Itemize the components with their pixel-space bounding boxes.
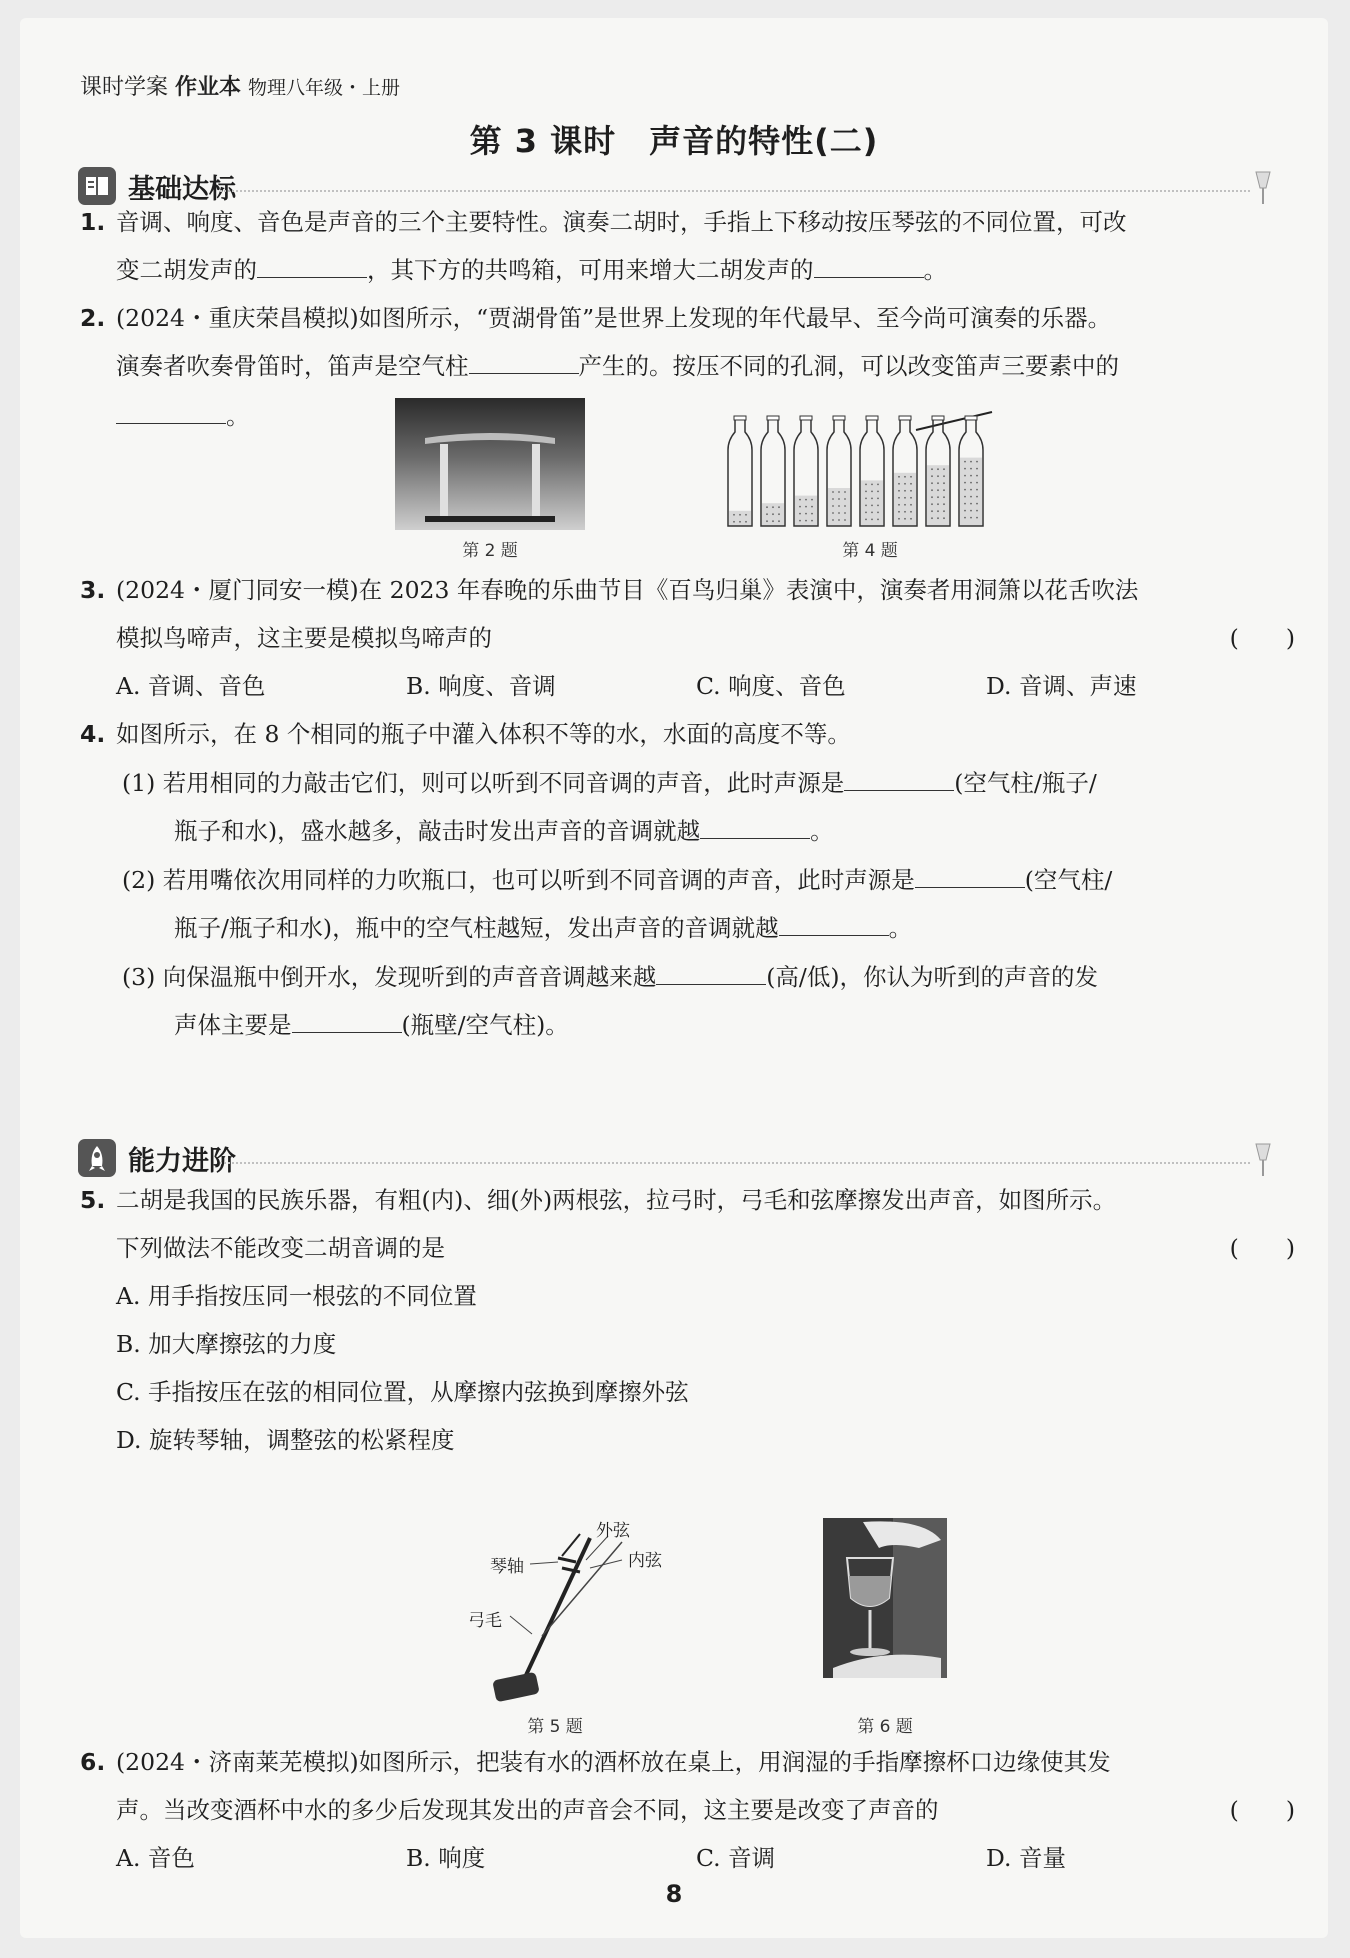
book-name: 作业本 <box>175 75 242 100</box>
option-c[interactable]: C. 响度、音色 <box>696 672 846 700</box>
answer-blank[interactable] <box>656 962 766 985</box>
question-text: 模拟鸟啼声，这主要是模拟鸟啼声的 <box>116 624 492 652</box>
question-5 <box>80 1176 1295 1464</box>
answer-blank[interactable] <box>915 865 1025 888</box>
section-divider <box>220 1162 1250 1164</box>
option-d[interactable]: D. 音量 <box>986 1844 1066 1872</box>
question-number: 6. <box>80 1748 106 1776</box>
answer-blank[interactable] <box>779 913 889 936</box>
question-number: 3. <box>80 576 106 604</box>
question-text: 声。当改变酒杯中水的多少后发现其发出的声音会不同，这主要是改变了声音的 <box>116 1796 939 1824</box>
question-number: 5. <box>80 1186 106 1214</box>
question-text: 。 <box>810 817 834 845</box>
label-tuning-peg: 琴轴 <box>490 1557 524 1577</box>
bottle <box>860 416 884 526</box>
workbook-page <box>20 18 1328 1938</box>
label-outer-string: 外弦 <box>596 1521 630 1541</box>
question-text: 变二胡发声的 <box>116 256 257 284</box>
wine-glass-photo <box>823 1518 947 1678</box>
answer-paren[interactable]: ( ) <box>1229 1234 1295 1262</box>
question-number: 4. <box>80 720 106 748</box>
lesson-title: 第 3 课时 声音的特性(二) <box>469 122 879 160</box>
question-text: (高/低)，你认为听到的声音的发 <box>766 962 1099 991</box>
option-b[interactable]: B. 加大摩擦弦的力度 <box>116 1330 337 1358</box>
question-text: (2024・重庆荣昌模拟)如图所示，“贾湖骨笛”是世界上发现的年代最早、至今尚可演奏的乐器。 <box>116 304 1112 332</box>
option-c[interactable]: C. 音调 <box>696 1844 776 1872</box>
answer-blank[interactable] <box>700 816 810 839</box>
question-text: 声体主要是 <box>174 1011 292 1039</box>
bottle <box>827 416 851 526</box>
question-text: (2) 若用嘴依次用同样的力吹瓶口，也可以听到不同音调的声音，此时声源是 <box>122 865 915 894</box>
answer-blank[interactable] <box>469 351 579 374</box>
question-text: 演奏者吹奏骨笛时，笛声是空气柱 <box>116 352 469 380</box>
bottle <box>893 416 917 526</box>
series-name: 课时学案 <box>80 75 169 100</box>
question-text: (空气柱/ <box>1024 865 1113 894</box>
question-text: (3) 向保温瓶中倒开水，发现听到的声音音调越来越 <box>122 962 657 991</box>
option-a[interactable]: A. 音调、音色 <box>116 672 266 700</box>
answer-paren[interactable]: ( ) <box>1229 624 1295 652</box>
running-header <box>80 70 400 101</box>
page-number: 8 <box>665 1880 683 1908</box>
bottle <box>794 416 818 526</box>
answer-blank[interactable] <box>116 401 226 424</box>
question-text: 二胡是我国的民族乐器，有粗(内)、细(外)两根弦，拉弓时，弓毛和弦摩擦发出声音，如图所示。 <box>116 1186 1117 1214</box>
section-title: 能力进阶 <box>128 1145 236 1177</box>
bottle <box>926 416 950 526</box>
section-divider <box>220 190 1250 192</box>
question-2 <box>80 294 1295 440</box>
answer-blank[interactable] <box>844 768 954 791</box>
bottle <box>728 416 752 526</box>
erhu-figure <box>450 1516 680 1706</box>
option-d[interactable]: D. 音调、声速 <box>986 672 1137 700</box>
answer-blank[interactable] <box>814 255 924 278</box>
option-b[interactable]: B. 响度 <box>406 1844 486 1872</box>
bottle <box>761 416 785 526</box>
question-3 <box>80 566 1295 710</box>
question-text: 下列做法不能改变二胡音调的是 <box>116 1234 445 1262</box>
question-text: 音调、响度、音色是声音的三个主要特性。演奏二胡时，手指上下移动按压琴弦的不同位置，可改 <box>116 208 1127 236</box>
figure-caption: 第 6 题 <box>857 1717 913 1737</box>
label-bow-hair: 弓毛 <box>468 1611 502 1631</box>
figure-caption: 第 2 题 <box>462 541 518 561</box>
question-text: 产生的。按压不同的孔洞，可以改变笛声三要素中的 <box>578 352 1119 380</box>
rocket-icon <box>78 1139 116 1177</box>
option-d[interactable]: D. 旋转琴轴，调整弦的松紧程度 <box>116 1426 455 1454</box>
figure-caption: 第 4 题 <box>842 541 898 561</box>
question-text: 。 <box>888 914 913 942</box>
question-text: 。 <box>226 402 250 430</box>
answer-blank[interactable] <box>257 255 367 278</box>
question-text: (空气柱/瓶子/ <box>954 768 1097 797</box>
question-4 <box>80 710 1295 1050</box>
question-text: 瓶子和水)，盛水越多，敲击时发出声音的音调就越 <box>174 817 701 845</box>
option-a[interactable]: A. 音色 <box>116 1844 195 1872</box>
option-b[interactable]: B. 响度、音调 <box>406 672 556 700</box>
section-title: 基础达标 <box>128 173 236 205</box>
bottles-figure <box>720 410 1020 534</box>
question-number: 1. <box>80 208 106 236</box>
question-text: 。 <box>923 256 947 284</box>
question-text: ，其下方的共鸣箱，可用来增大二胡发声的 <box>367 256 814 284</box>
figure-caption: 第 5 题 <box>527 1717 583 1737</box>
section-advanced <box>78 1136 236 1180</box>
option-a[interactable]: A. 用手指按压同一根弦的不同位置 <box>116 1282 477 1310</box>
bone-flute-photo <box>395 398 585 530</box>
question-number: 2. <box>80 304 106 332</box>
question-text: (2024・济南莱芜模拟)如图所示，把装有水的酒杯放在桌上，用润湿的手指摩擦杯口边缘使其发 <box>116 1748 1111 1776</box>
subject-name: 物理八年级・上册 <box>248 77 401 99</box>
question-text: (2024・厦门同安一模)在 2023 年春晚的乐曲节目《百鸟归巢》表演中，演奏者用洞箫以花舌吹法 <box>116 576 1139 604</box>
question-text: 如图所示，在 8 个相同的瓶子中灌入体积不等的水，水面的高度不等。 <box>116 720 851 748</box>
answer-blank[interactable] <box>292 1010 402 1033</box>
question-6 <box>80 1738 1295 1882</box>
question-1 <box>80 198 1295 294</box>
question-text: (1) 若用相同的力敲击它们，则可以听到不同音调的声音，此时声源是 <box>122 768 845 797</box>
bottle <box>959 416 983 526</box>
answer-paren[interactable]: ( ) <box>1229 1796 1295 1824</box>
label-inner-string: 内弦 <box>628 1551 662 1571</box>
question-text: 瓶子/瓶子和水)，瓶中的空气柱越短，发出声音的音调就越 <box>174 914 779 942</box>
option-c[interactable]: C. 手指按压在弦的相同位置，从摩擦内弦换到摩擦外弦 <box>116 1378 689 1406</box>
question-text: (瓶壁/空气柱)。 <box>401 1011 569 1039</box>
